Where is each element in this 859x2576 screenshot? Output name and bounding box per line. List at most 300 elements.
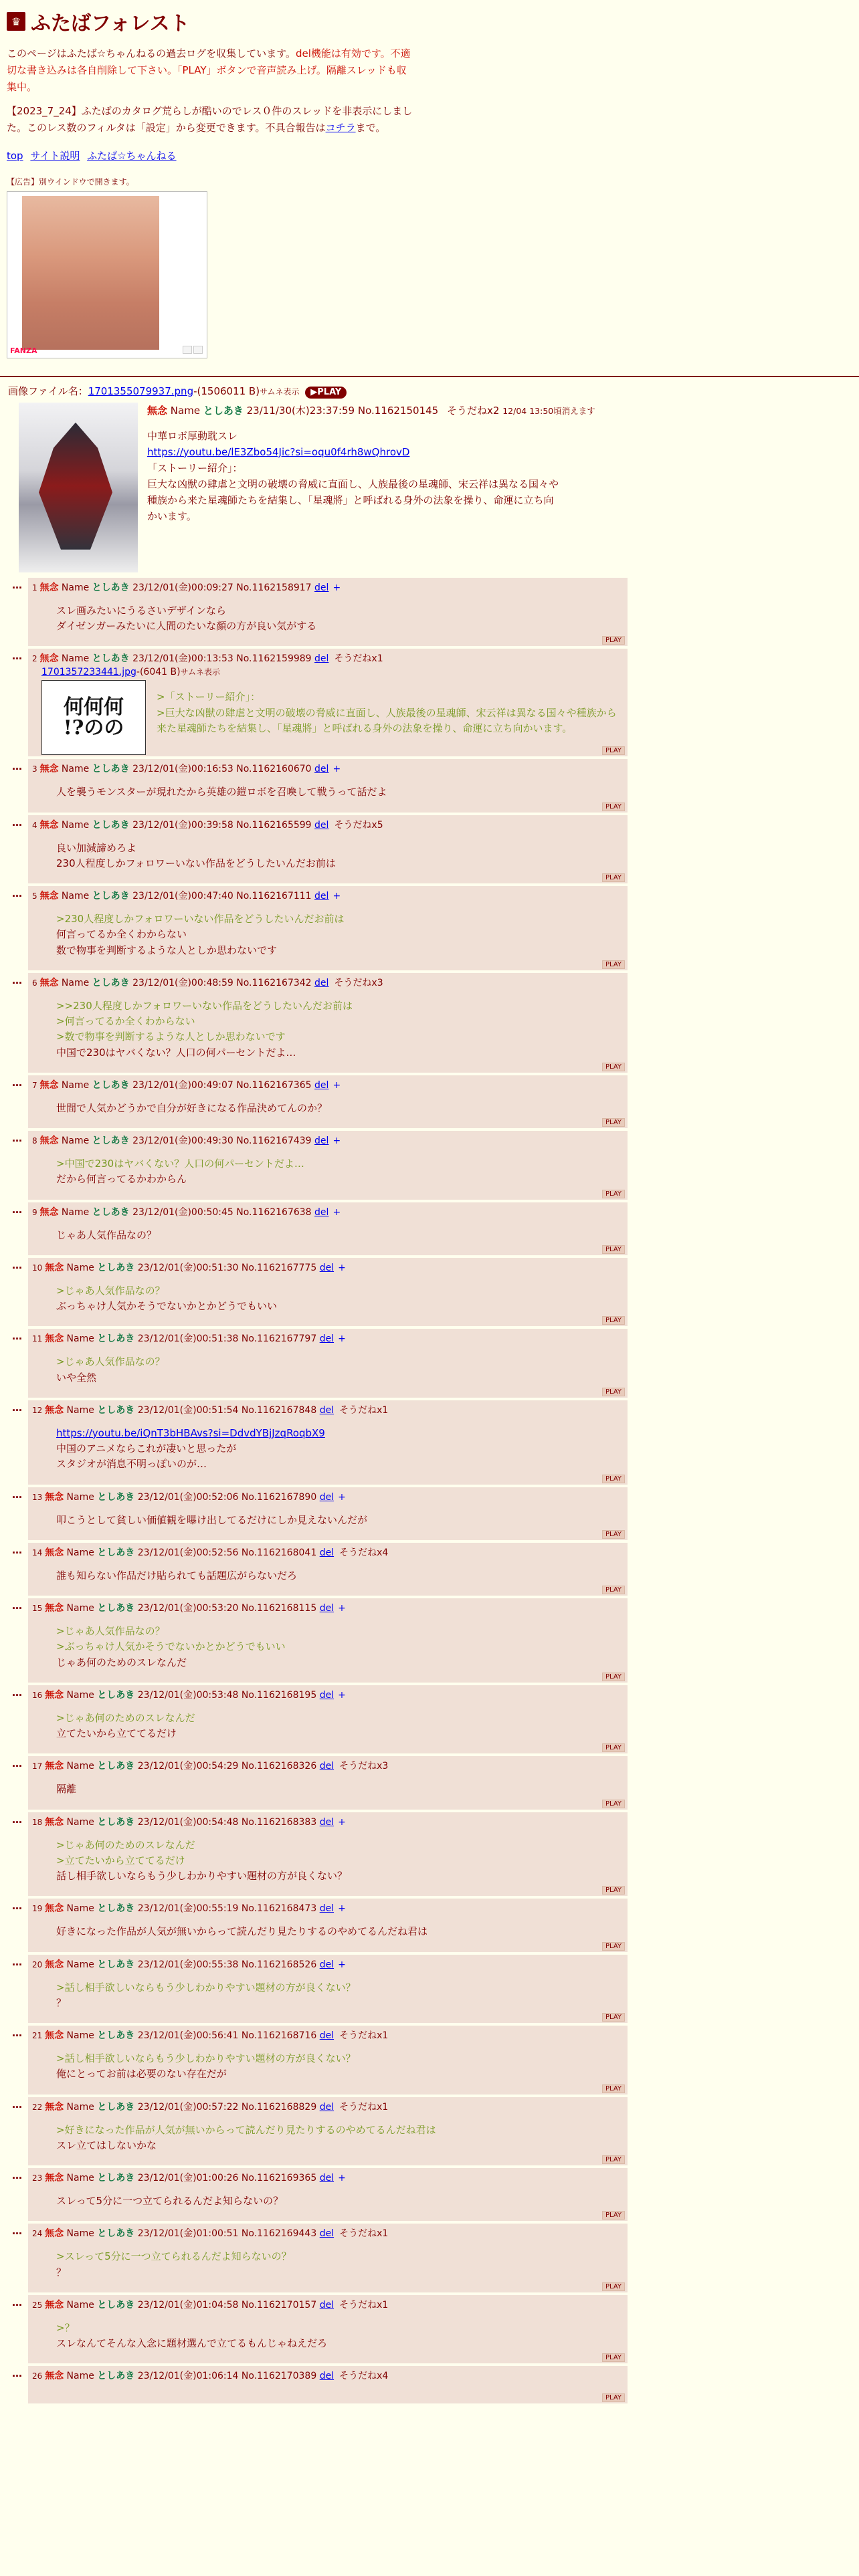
- plus-button[interactable]: +: [338, 1262, 346, 1273]
- quote-line: >話し相手欲しいならもう少しわかりやすい題材の方が良くない？: [56, 2052, 356, 2064]
- reply-header: [32, 1759, 624, 1772]
- reply-row: [12, 1075, 628, 1128]
- quote-line: >ぶっちゃけ人気かそうでないかとかどうでもいい: [56, 1640, 286, 1653]
- del-button[interactable]: del: [319, 2101, 335, 2113]
- reply-dots: …: [12, 2027, 21, 2039]
- reply-dots: …: [12, 2225, 21, 2238]
- reply-body: [32, 1503, 624, 1539]
- reply: [28, 815, 628, 884]
- play-button[interactable]: PLAY: [602, 1586, 625, 1594]
- reply-body: [32, 831, 624, 883]
- play-button[interactable]: PLAY: [602, 1190, 625, 1198]
- reply-body: [32, 1147, 624, 1198]
- reply-name-label: Name: [66, 2173, 94, 2183]
- soudane-button[interactable]: そうだねx1: [334, 653, 383, 665]
- reply-row: [12, 1487, 628, 1540]
- play-button[interactable]: PLAY: [602, 2155, 625, 2164]
- reply-dots: …: [12, 1757, 21, 1770]
- reply: [28, 1075, 628, 1128]
- del-button[interactable]: del: [314, 891, 329, 901]
- reply-index: 3: [32, 764, 40, 774]
- reply: [28, 2224, 628, 2292]
- reply-body: [32, 594, 624, 645]
- reply-number: No.1162167439: [236, 1136, 312, 1146]
- reply-index: 15: [32, 1604, 45, 1613]
- soudane-button[interactable]: そうだねx4: [339, 1547, 389, 1558]
- reply-number: No.1162167890: [241, 1491, 317, 1503]
- reply-number: No.1162167111: [236, 891, 312, 901]
- reply: [28, 759, 628, 812]
- reply-row: [12, 1598, 628, 1683]
- quote-line: >？: [56, 2321, 75, 2334]
- reply-number: No.1162167638: [236, 1206, 312, 1218]
- reply-body: [32, 2184, 624, 2220]
- reply-body: [32, 1559, 624, 1594]
- reply: [28, 1899, 628, 1951]
- soudane-button[interactable]: そうだねx4: [339, 2371, 389, 2382]
- reply-dots: …: [12, 2367, 21, 2380]
- reply-name-label: Name: [61, 891, 90, 901]
- reply-dots: …: [12, 887, 21, 899]
- reply-link[interactable]: https://youtu.be/iQnT3bHBAvs?si=DdvdYBjJzqRoqbX9: [56, 1426, 325, 1439]
- soudane-button[interactable]: そうだねx3: [334, 977, 383, 988]
- del-button[interactable]: del: [314, 764, 329, 775]
- reply-header: [32, 1601, 624, 1614]
- del-button[interactable]: del: [314, 819, 329, 831]
- reply: [28, 1329, 628, 1398]
- reply-name-label: Name: [66, 1816, 94, 1828]
- reply-body: [32, 1345, 624, 1396]
- reply-body: [32, 1274, 624, 1325]
- reply-number: No.1162165599: [236, 819, 312, 831]
- del-button[interactable]: del: [319, 1262, 335, 1273]
- reply-name-label: Name: [61, 653, 90, 665]
- op-thumb-note: サムネ表示: [260, 387, 300, 397]
- reply-row: [12, 1685, 628, 1754]
- reply-dots: …: [12, 2169, 21, 2181]
- reply-header: [32, 2226, 624, 2240]
- play-button[interactable]: PLAY: [602, 1743, 625, 1752]
- reply-header: [32, 2298, 624, 2311]
- reply-date: 23/12/01(金)00:49:07: [132, 1079, 233, 1091]
- play-button[interactable]: PLAY: [602, 802, 625, 811]
- reply-body: [32, 1971, 624, 2022]
- plus-button[interactable]: +: [332, 1206, 341, 1218]
- reply-name: としあき: [97, 1491, 135, 1503]
- reply-dots: …: [12, 1076, 21, 1089]
- play-button[interactable]: PLAY: [602, 746, 625, 755]
- soudane-button[interactable]: そうだねx5: [334, 819, 383, 831]
- del-button[interactable]: del: [319, 2030, 335, 2041]
- reply-line: スレなんてそんな入念に題材選んで立てるもんじゃねえだろ: [56, 2337, 328, 2349]
- reply-row: [12, 886, 628, 970]
- reply-subject: 無念: [39, 891, 59, 901]
- reply-subject: 無念: [39, 1206, 59, 1218]
- nav-links: [7, 148, 851, 163]
- reply-row: [12, 1131, 628, 1200]
- quote-line: >立てたいから立ててるだけ: [56, 1854, 185, 1866]
- quote-line: >じゃあ何のためのスレなんだ: [56, 1838, 195, 1851]
- reply-line: 数で物事を判断するような人としか思わないです: [56, 944, 278, 956]
- reply-index: 14: [32, 1547, 45, 1558]
- reply-date: 23/12/01(金)00:16:53: [132, 764, 233, 775]
- reply-body: [32, 1091, 624, 1127]
- reply-number: No.1162170389: [241, 2371, 317, 2382]
- reply-line: ？: [56, 1996, 67, 2009]
- reply-row: [12, 1756, 628, 1809]
- reply-body: [32, 2240, 624, 2291]
- del-button[interactable]: del: [319, 1689, 335, 1701]
- reply-index: 22: [32, 2102, 45, 2112]
- reply-subject: 無念: [39, 1136, 59, 1146]
- site-title-row: [7, 7, 851, 36]
- reply-header: [32, 976, 624, 989]
- reply-date: 23/12/01(金)00:39:58: [132, 819, 233, 831]
- reply-number: No.1162168383: [241, 1816, 317, 1828]
- reply-header: [32, 1957, 624, 1971]
- del-button[interactable]: del: [319, 1404, 335, 1416]
- intro-text-2-end: まで。: [355, 122, 386, 134]
- reply: [28, 1955, 628, 2024]
- reply-line: 隔離: [56, 1783, 77, 1796]
- reply-subject: 無念: [45, 1491, 64, 1503]
- plus-button[interactable]: +: [332, 891, 341, 901]
- reply-date: 23/12/01(金)00:56:41: [137, 2030, 239, 2041]
- plus-button[interactable]: +: [338, 1816, 346, 1828]
- play-button[interactable]: PLAY: [602, 2393, 625, 2402]
- reply-subject: 無念: [45, 2101, 64, 2113]
- ad-image[interactable]: [22, 196, 159, 350]
- op-body: [147, 403, 595, 572]
- reply-name: としあき: [97, 2228, 135, 2240]
- reply: [28, 2366, 628, 2403]
- reply-name-label: Name: [66, 2101, 94, 2113]
- reply-date: 23/12/01(金)00:51:30: [137, 1262, 239, 1273]
- reply-index: 5: [32, 891, 40, 901]
- reply-index: 24: [32, 2229, 45, 2239]
- del-button[interactable]: del: [319, 1603, 335, 1614]
- play-button[interactable]: PLAY: [602, 1800, 625, 1808]
- reply-row: [12, 2295, 628, 2364]
- reply: [28, 2168, 628, 2221]
- op-expire: 12/04 13:50頃消えます: [502, 405, 595, 416]
- reply: [28, 1487, 628, 1540]
- reply-body: [32, 902, 624, 969]
- reply-date: 23/12/01(金)00:55:19: [137, 1903, 239, 1915]
- play-button[interactable]: PLAY: [602, 1673, 625, 1681]
- reply-header: [32, 818, 624, 831]
- reply-name: としあき: [97, 1689, 135, 1701]
- reply-date: 23/12/01(金)00:48:59: [132, 977, 233, 988]
- reply-number: No.1162158917: [236, 582, 312, 593]
- reply: [28, 2295, 628, 2364]
- reply-subject: 無念: [45, 1547, 64, 1558]
- reply-subject: 無念: [45, 1333, 64, 1345]
- op-file-info: [8, 384, 851, 399]
- reply-line: 世間で人気かどうかで自分が好きになる作品決めてんのか？: [56, 1101, 328, 1114]
- del-button[interactable]: del: [319, 2228, 335, 2240]
- reply-line: 話し相手欲しいならもう少しわかりやすい題材の方が良くない？: [56, 1870, 348, 1882]
- reply-name-label: Name: [66, 1603, 94, 1614]
- play-button[interactable]: PLAY: [602, 1316, 625, 1325]
- reply-dots: …: [12, 650, 21, 663]
- reply-index: 7: [32, 1080, 40, 1090]
- reply-name: としあき: [92, 1079, 130, 1091]
- nav-about-link[interactable]: サイト説明: [30, 149, 80, 162]
- reply-name: としあき: [92, 653, 130, 665]
- del-button[interactable]: del: [319, 2299, 335, 2311]
- ad-prev-icon[interactable]: [183, 346, 192, 354]
- del-button[interactable]: del: [319, 1959, 335, 1970]
- reply-index: 2: [32, 654, 40, 664]
- reply-line: スレ立てはしないかな: [56, 2139, 157, 2151]
- quote-line: >じゃあ人気作品なの？: [56, 1625, 165, 1637]
- reply-name-label: Name: [66, 1959, 94, 1970]
- reply-number: No.1162160670: [236, 764, 312, 775]
- reply-dots: …: [12, 1600, 21, 1612]
- plus-button[interactable]: +: [338, 2173, 346, 2183]
- play-button[interactable]: PLAY: [602, 1942, 625, 1951]
- reply-number: No.1162168716: [241, 2030, 317, 2041]
- reply-number: No.1162168041: [241, 1547, 317, 1558]
- reply-row: [12, 2224, 628, 2292]
- intro-paragraph-1: [7, 45, 415, 95]
- plus-button[interactable]: +: [332, 1136, 341, 1146]
- reply-header: [32, 2171, 624, 2184]
- reply-body: [32, 1218, 624, 1254]
- ad-label: 【広告】別ウインドウで開きます。: [7, 177, 134, 187]
- ad-brand-logo: FANZA: [10, 346, 37, 355]
- reply-name-label: Name: [66, 1903, 94, 1915]
- reply-header: [32, 2369, 624, 2382]
- reply-name: としあき: [97, 1404, 135, 1416]
- reply-index: 1: [32, 582, 40, 593]
- reply-header: [32, 1688, 624, 1701]
- reply-name-label: Name: [66, 1547, 94, 1558]
- del-button[interactable]: del: [314, 1136, 329, 1146]
- reply-header: [32, 762, 624, 775]
- play-button[interactable]: PLAY: [602, 2084, 625, 2093]
- reply-header: [32, 1331, 624, 1345]
- reply: [28, 1258, 628, 1327]
- reply-list: [8, 578, 851, 2404]
- op-subject: 無念: [147, 404, 168, 417]
- quote-line: >好きになった作品が人気が無いからって読んだり見たりするのやめてるんだね君は: [56, 2123, 436, 2136]
- quote-line: >じゃあ人気作品なの？: [56, 1284, 165, 1297]
- del-button[interactable]: del: [319, 1491, 335, 1503]
- play-button[interactable]: PLAY: [602, 1118, 625, 1127]
- plus-button[interactable]: +: [338, 1491, 346, 1503]
- reply-body: [32, 2382, 624, 2402]
- del-button[interactable]: del: [314, 1079, 329, 1091]
- quote-line: >数で物事を判断するような人としか思わないです: [56, 1031, 286, 1043]
- op-thumbnail-image[interactable]: [19, 403, 138, 572]
- plus-button[interactable]: +: [338, 1333, 346, 1345]
- soudane-button[interactable]: そうだねx1: [339, 2030, 389, 2041]
- reply-name: としあき: [97, 1603, 135, 1614]
- intro-text: このページはふたば☆ちゃんねるの過去ログを収集しています。: [7, 47, 296, 60]
- play-button[interactable]: PLAY: [602, 636, 625, 645]
- plus-button[interactable]: +: [338, 1903, 346, 1915]
- reply-subject: 無念: [45, 1816, 64, 1828]
- thread-op: [0, 384, 859, 2404]
- reply-name-label: Name: [66, 2030, 94, 2041]
- play-button[interactable]: PLAY: [602, 1475, 625, 1483]
- reply-index: 12: [32, 1405, 45, 1415]
- play-button[interactable]: PLAY: [602, 2013, 625, 2022]
- plus-button[interactable]: +: [332, 1079, 341, 1091]
- reply-dots: …: [12, 2296, 21, 2309]
- reply-line: 何言ってるか全くわからない: [56, 928, 187, 941]
- reply-body: [32, 1614, 624, 1681]
- reply-name-label: Name: [66, 1761, 94, 1772]
- reply-name: としあき: [97, 1262, 135, 1273]
- reply-name: としあき: [97, 1816, 135, 1828]
- reply-row: [12, 1955, 628, 2024]
- del-button[interactable]: del: [314, 653, 329, 665]
- del-button[interactable]: del: [314, 582, 329, 593]
- play-button[interactable]: PLAY: [602, 2353, 625, 2362]
- reply-name: としあき: [92, 891, 130, 901]
- reply-line: ぶっちゃけ人気かそうでないかとかどうでもいい: [56, 1300, 278, 1312]
- reply-subject: 無念: [39, 653, 59, 665]
- reply-number: No.1162168829: [241, 2101, 317, 2113]
- reply-line: 230人程度しかフォロワーいない作品をどうしたいんだお前は: [56, 857, 336, 869]
- reply-row: [12, 815, 628, 884]
- reply-index: 10: [32, 1263, 45, 1273]
- reply-date: 23/12/01(金)00:50:45: [132, 1206, 233, 1218]
- plus-button[interactable]: +: [338, 1603, 346, 1614]
- reply: [28, 1400, 628, 1485]
- op-file-link[interactable]: 1701355079937.png: [88, 385, 194, 397]
- op-file-label: 画像ファイル名：: [8, 385, 88, 397]
- ad-next-icon[interactable]: [193, 346, 203, 354]
- reply-file-link[interactable]: 1701357233441.jpg: [41, 667, 136, 678]
- reply-index: 9: [32, 1207, 40, 1217]
- soudane-button[interactable]: そうだねx3: [339, 1761, 389, 1772]
- plus-button[interactable]: +: [338, 1959, 346, 1970]
- nav-futaba-link[interactable]: ふたば☆ちゃんねる: [87, 149, 177, 162]
- plus-button[interactable]: +: [332, 764, 341, 775]
- reply-line: じゃあ何のためのスレなんだ: [56, 1656, 187, 1669]
- op-play-button[interactable]: ▶PLAY: [305, 387, 347, 399]
- reply-dots: …: [12, 1543, 21, 1556]
- reply-image-row: [41, 680, 624, 755]
- reply-index: 16: [32, 1690, 45, 1700]
- play-button[interactable]: PLAY: [602, 1530, 625, 1539]
- reply-row: [12, 1202, 628, 1255]
- soudane-button[interactable]: そうだねx1: [339, 2299, 389, 2311]
- play-button[interactable]: PLAY: [602, 1063, 625, 1071]
- reply-line: スレって5分に一つ立てられるんだよ知らないの？: [56, 2195, 284, 2207]
- del-button[interactable]: del: [319, 1333, 335, 1345]
- reply-subject: 無念: [39, 582, 59, 593]
- reply-subject: 無念: [45, 2173, 64, 2183]
- reply-body: [32, 775, 624, 811]
- del-button[interactable]: del: [314, 1206, 329, 1218]
- play-button[interactable]: PLAY: [602, 2282, 625, 2291]
- del-button[interactable]: del: [319, 2173, 335, 2183]
- reply-number: No.1162168195: [241, 1689, 317, 1701]
- reply-row: [12, 2026, 628, 2095]
- soudane-button[interactable]: そうだねx1: [339, 2228, 389, 2240]
- reply-index: 23: [32, 2173, 45, 2183]
- reply-index: 20: [32, 1959, 45, 1969]
- reply-header: [32, 1403, 624, 1416]
- reply-subject: 無念: [45, 2228, 64, 2240]
- reply-line: 人を襲うモンスターが現れたから英雄の鎧ロボを召喚して戦うって話だよ: [56, 786, 387, 798]
- play-button[interactable]: PLAY: [602, 1388, 625, 1396]
- reply-header: [32, 580, 624, 594]
- reply-date: 23/12/01(金)01:04:58: [137, 2299, 239, 2311]
- reply-index: 13: [32, 1492, 45, 1502]
- reply-date: 23/12/01(金)00:55:38: [137, 1959, 239, 1970]
- del-button[interactable]: del: [319, 1761, 335, 1772]
- intro-text-2: 【2023_7_24】ふたばのカタログ荒らしが酷いのでレス０件のスレッドを非表示にしました。このレス数のフィルタは「設定」から変更できます。不具合報告は: [7, 105, 413, 134]
- del-button[interactable]: del: [319, 1816, 335, 1828]
- play-button[interactable]: PLAY: [602, 960, 625, 969]
- play-button[interactable]: PLAY: [602, 1886, 625, 1895]
- reply-body: [32, 1915, 624, 1950]
- ad-banner[interactable]: [7, 191, 207, 358]
- reply-thumbnail-image[interactable]: 何何何 !?のの: [41, 680, 146, 755]
- reply-date: 23/12/01(金)00:13:53: [132, 653, 233, 665]
- reply-name-label: Name: [61, 1079, 90, 1091]
- reply-number: No.1162169443: [241, 2228, 317, 2240]
- reply-index: 6: [32, 978, 40, 988]
- plus-button[interactable]: +: [332, 582, 341, 593]
- reply-dots: …: [12, 974, 21, 986]
- reply-subject: 無念: [39, 977, 59, 988]
- reply-date: 23/12/01(金)00:52:06: [137, 1491, 239, 1503]
- soudane-button[interactable]: そうだねx1: [339, 1404, 389, 1416]
- reply-index: 17: [32, 1761, 45, 1772]
- reply-date: 23/12/01(金)00:49:30: [132, 1136, 233, 1146]
- reply-number: No.1162168115: [241, 1603, 317, 1614]
- quote-line: >「ストーリー紹介」：: [157, 691, 261, 704]
- reply-name: としあき: [97, 2173, 135, 2183]
- reply-index: 11: [32, 1334, 45, 1344]
- plus-button[interactable]: +: [338, 1689, 346, 1701]
- del-button[interactable]: del: [319, 2371, 335, 2382]
- op-soudane[interactable]: そうだねx2: [447, 404, 500, 417]
- reply-number: No.1162167775: [241, 1262, 317, 1273]
- report-link[interactable]: コチラ: [325, 122, 356, 134]
- reply-subject: 無念: [45, 2299, 64, 2311]
- reply: [28, 2026, 628, 2095]
- play-button[interactable]: PLAY: [602, 873, 625, 882]
- reply-line: いや全然: [56, 1371, 97, 1384]
- reply-dots: …: [12, 1203, 21, 1216]
- del-button[interactable]: del: [314, 977, 329, 988]
- reply-dots: …: [12, 1330, 21, 1343]
- soudane-button[interactable]: そうだねx1: [339, 2101, 389, 2113]
- del-button[interactable]: del: [319, 1547, 335, 1558]
- reply-row: [12, 759, 628, 812]
- reply-name: としあき: [97, 1333, 135, 1345]
- reply-name-label: Name: [66, 2299, 94, 2311]
- nav-top-link[interactable]: top: [7, 149, 23, 162]
- reply-header: [32, 1205, 624, 1218]
- quote-line: >じゃあ何のためのスレなんだ: [56, 1711, 195, 1724]
- reply-line: [56, 1426, 624, 1441]
- page-header: [0, 0, 859, 358]
- play-button[interactable]: PLAY: [602, 2211, 625, 2220]
- reply-number: No.1162168326: [241, 1761, 317, 1772]
- play-button[interactable]: PLAY: [602, 1245, 625, 1254]
- op-youtube-link[interactable]: https://youtu.be/lE3Zbo54Jic?si=oqu0f4rh8wQhrovD: [147, 445, 410, 458]
- del-button[interactable]: del: [319, 1903, 335, 1915]
